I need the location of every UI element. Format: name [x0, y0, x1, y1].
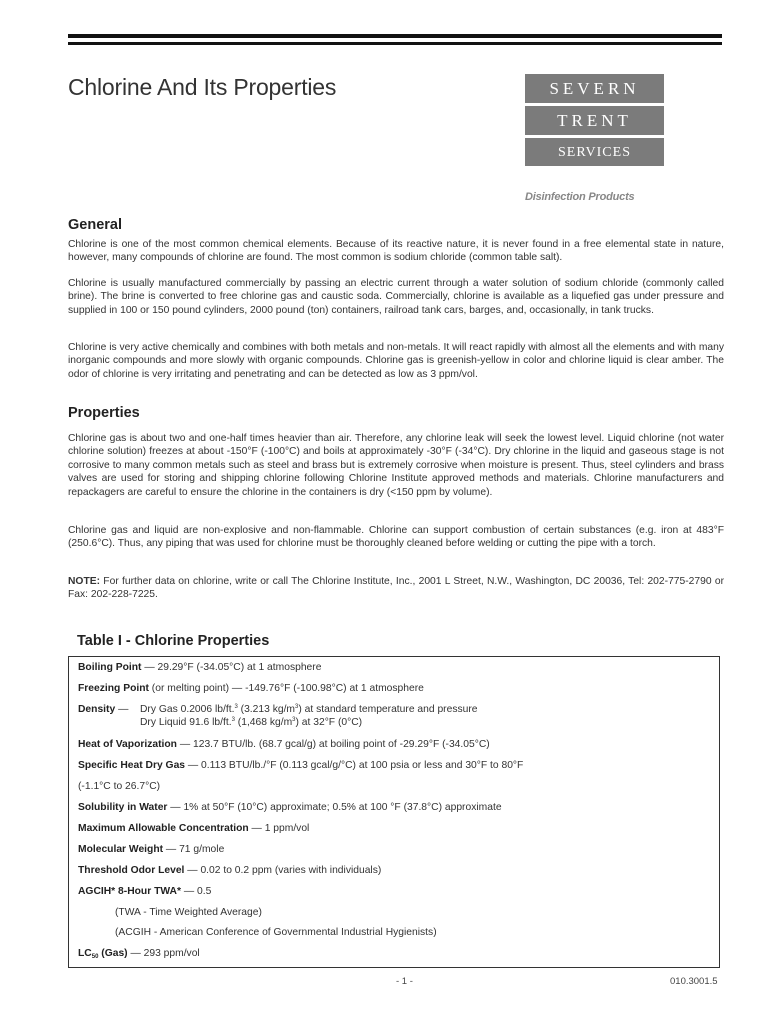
specific-heat-label: Specific Heat Dry Gas — [78, 760, 186, 771]
header-rule-top — [68, 34, 722, 38]
page-title: Chlorine And Its Properties — [68, 74, 337, 100]
table-row-twa — [78, 886, 211, 897]
specific-heat-value: — 0.113 BTU/lb./°F (0.113 gcal/g/°C) at 100 psia or less and 30°F to 80°F — [185, 760, 524, 771]
general-paragraph-1: Chlorine is one of the most common chemical elements. Because of its reactive nature, it is never found in a free elemental state in nature, however, many compounds of chlorine are found. The most common is sodium chloride (common table salt). — [68, 239, 724, 264]
table-row-max-allowable-concentration — [78, 823, 309, 834]
mac-value: — 1 ppm/vol — [248, 823, 310, 834]
table-row-threshold-odor — [78, 865, 381, 876]
header-rule-bottom — [68, 42, 722, 45]
logo-line-severn: SEVERN — [525, 74, 664, 103]
general-heading: General — [68, 217, 122, 233]
threshold-odor-value: — 0.02 to 0.2 ppm (varies with individuals) — [184, 865, 382, 876]
freezing-point-label: Freezing Point — [78, 683, 149, 694]
note-text: For further data on chlorine, write or call The Chlorine Institute, Inc., 2001 L Street, N.W., Washington, DC 20036, Tel: 202-775-2790 or Fax: 202-228-7225. — [68, 576, 724, 601]
general-paragraph-3: Chlorine is very active chemically and combines with both metals and non-metals. It will react rapidly with almost all the elements and with many inorganic compounds and more slowly with organic compounds. Chlorine gas is greenish-yellow in color and chlorine liquid is clear amber. The odor of chlorine is very irritating and penetrating and can be detected as low as 3 ppm/vol. — [68, 342, 724, 380]
table-row-specific-heat — [78, 760, 523, 771]
heat-of-vaporization-value: — 123.7 BTU/lb. (68.7 gcal/g) at boiling point of -29.29°F (-34.05°C) — [176, 739, 490, 750]
table-row-molecular-weight — [78, 844, 224, 855]
table-row-density — [78, 704, 128, 715]
density-dash: — — [115, 704, 129, 715]
note-label: NOTE: — [68, 576, 101, 587]
freezing-point-value: (or melting point) — -149.76°F (-100.98°C) at 1 atmosphere — [148, 683, 424, 694]
table-row-solubility — [78, 802, 502, 813]
properties-paragraph-1: Chlorine gas is about two and one-half times heavier than air. Therefore, any chlorine leak will seek the lowest level. Liquid chlorine (not water chlorine solution) freezes at about -150°F (-100°C) and boils at approximately -30°F (-34°C). Dry chlorine in the liquid and gaseous stage is not corrosive to many common metals such as steel and brass but is extremely corrosive when moisture is present. Thus, steel cylinders and brass valves are used for storing and shipping chlorine following Chlorine Institute approved methods and materials. Chlorine manufacturers and repackagers are careful to ensure the chlorine in the containers is dry (<150 ppm by volume). — [68, 433, 724, 498]
solubility-value: — 1% at 50°F (10°C) approximate; 0.5% at 100 °F (37.8°C) approximate — [167, 802, 502, 813]
density-label: Density — [78, 704, 116, 715]
properties-heading: Properties — [68, 405, 140, 421]
properties-note — [68, 575, 724, 602]
chlorine-properties-table — [68, 656, 720, 968]
mac-label: Maximum Allowable Concentration — [78, 823, 249, 834]
density-liquid-value: Dry Liquid 91.6 lb/ft.$^3$ (1,468 $kg/m^3$) at 32°F (0°C) — [140, 717, 363, 728]
heat-of-vaporization-label: Heat of Vaporization — [78, 739, 177, 750]
threshold-odor-label: Threshold Odor Level — [78, 865, 185, 876]
logo-line-services: SERVICES — [525, 138, 664, 166]
boiling-point-value: — 29.29°F (-34.05°C) at 1 atmosphere — [141, 662, 322, 673]
twa-label: AGCIH* 8-Hour TWA* — [78, 886, 181, 897]
molecular-weight-value: — 71 g/mole — [163, 844, 225, 855]
boiling-point-label: Boiling Point — [78, 662, 142, 673]
properties-paragraph-2: Chlorine gas and liquid are non-explosive and non-flammable. Chlorine can support combustion of certain substances (e.g. iron at 483°F (250.6°C). Thus, any piping that was used for chlorine must be thoroughly cleaned before welding or cutting the pipe with a torch. — [68, 525, 724, 550]
twa-note: (TWA - Time Weighted Average) — [115, 907, 262, 918]
molecular-weight-label: Molecular Weight — [78, 844, 164, 855]
lc50-value: — 293 ppm/vol — [127, 948, 200, 959]
twa-value: — 0.5 — [180, 886, 212, 897]
logo-tagline: Disinfection Products — [525, 191, 635, 203]
logo-line-trent: TRENT — [525, 106, 664, 135]
table-row-lc50 — [78, 948, 200, 960]
table-row-freezing-point — [78, 683, 424, 694]
table-row-heat-of-vaporization — [78, 739, 490, 750]
solubility-label: Solubility in Water — [78, 802, 168, 813]
density-gas-value: Dry Gas 0.2006 lb/ft.$^3$ (3.213 $kg/m^3$) at standard temperature and pressure — [140, 704, 478, 715]
acgih-note: (ACGIH - American Conference of Governmental Industrial Hygienists) — [115, 927, 437, 938]
specific-heat-continuation: (-1.1°C to 26.7°C) — [78, 781, 161, 792]
table-row-boiling-point — [78, 662, 321, 673]
table-title: Table I - Chlorine Properties — [77, 633, 270, 649]
lc50-label: $LC_{50}$ (Gas) — [78, 948, 128, 960]
document-number: 010.3001.5 — [670, 976, 718, 987]
severn-trent-logo — [525, 74, 664, 166]
general-paragraph-2: Chlorine is usually manufactured commercially by passing an electric current through a water solution of sodium chloride (commonly called brine). The brine is converted to free chlorine gas and caustic soda. Commercially, chlorine is available as a liquefied gas under pressure and supplied in 100 or 150 pound cylinders, 2000 pound (ton) containers, railroad tank cars, barges, and, occasionally, in tank trucks. — [68, 278, 724, 316]
page-number: - 1 - — [396, 976, 413, 987]
